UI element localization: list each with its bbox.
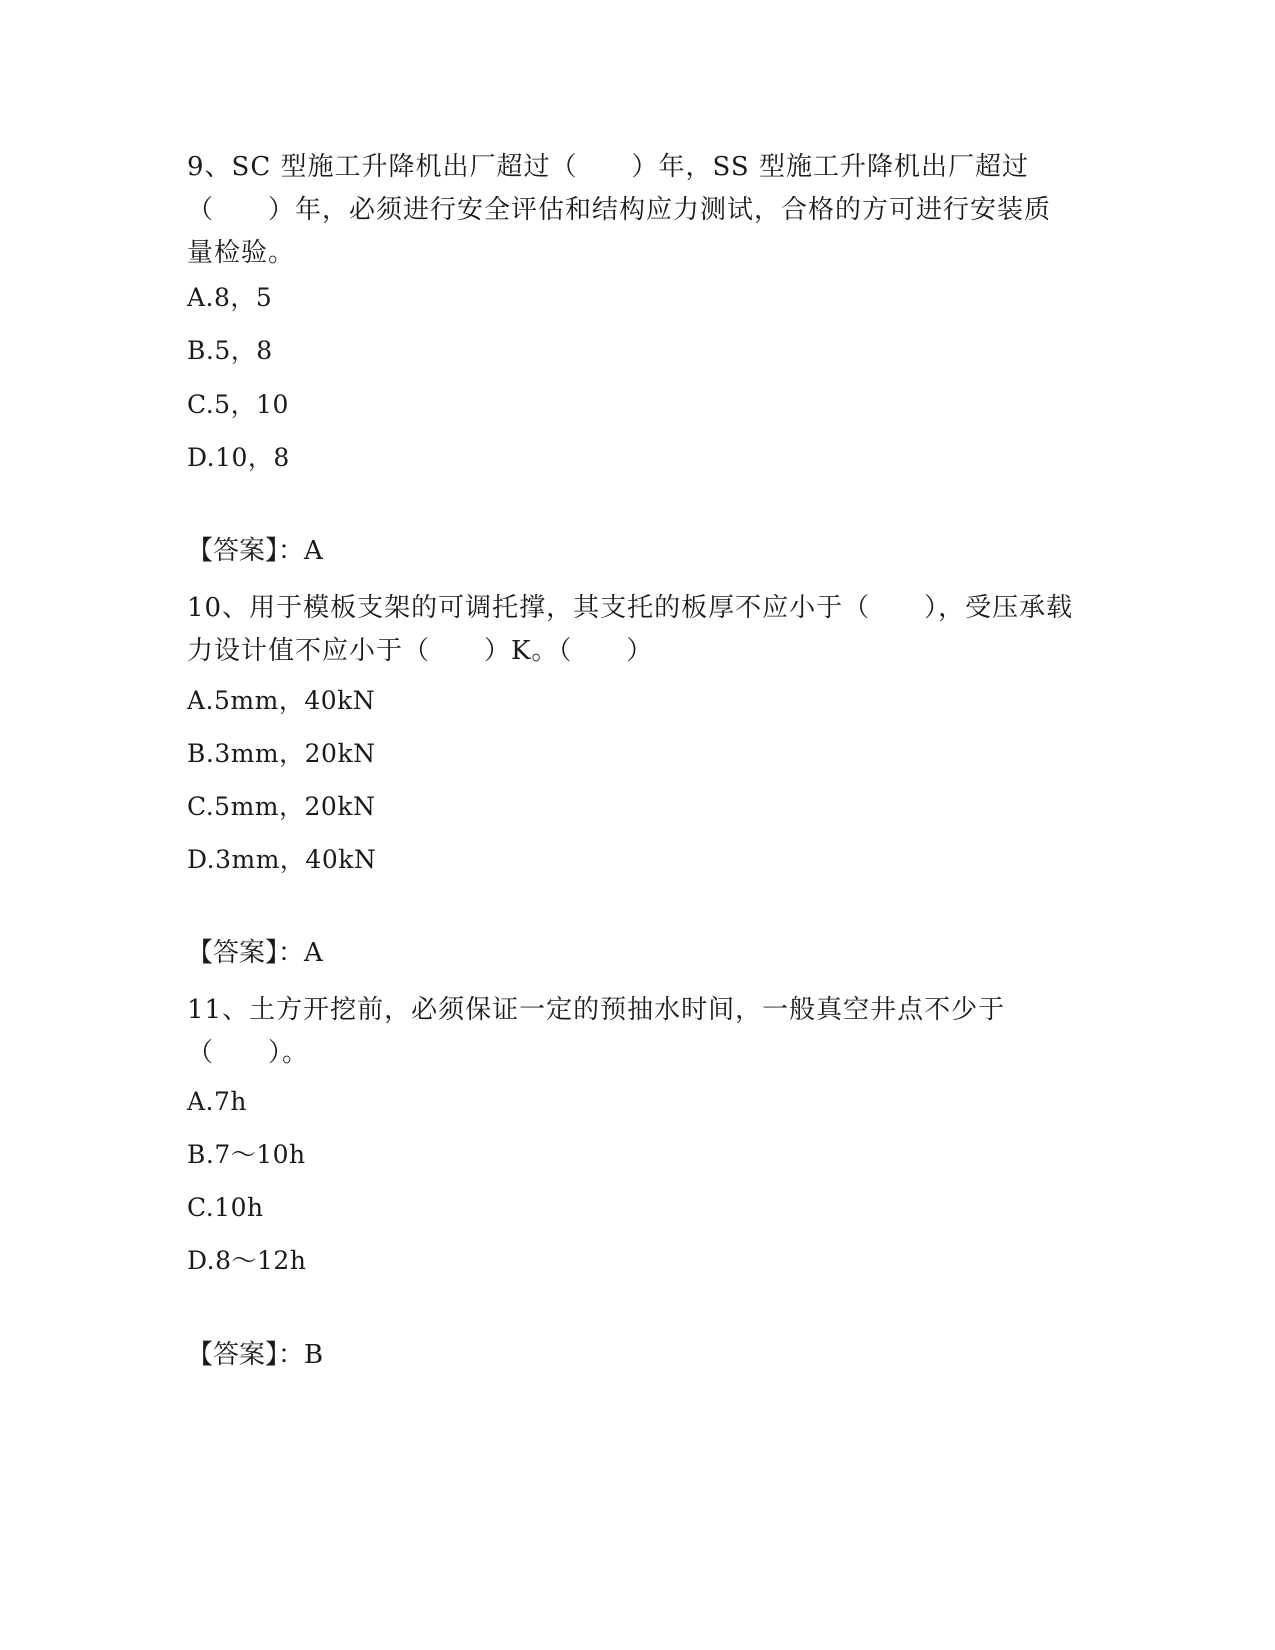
option-a: A.8，5	[187, 283, 273, 312]
option-a: A.5mm，40kN	[187, 686, 376, 715]
option-b: B.3mm，20kN	[187, 739, 376, 768]
option-c: C.5mm，20kN	[187, 792, 376, 821]
question-stem: 9、SC 型施工升降机出厂超过（ ）年，SS 型施工升降机出厂超过（ ）年，必须进行安全评估和结构应力测试，合格的方可进行安装质量检验。	[187, 152, 1052, 268]
option-c: C.10h	[187, 1193, 264, 1222]
question-stem: 10、用于模板支架的可调托撑，其支托的板厚不应小于（ ），受压承载力设计值不应小于（ ）K。（ ）	[187, 593, 1074, 666]
question-stem: 11、土方开挖前，必须保证一定的预抽水时间，一般真空井点不少于（ ）。	[187, 995, 1006, 1068]
option-c: C.5，10	[187, 390, 289, 419]
question-9	[187, 146, 1077, 275]
answer-label: 【答案】：A	[187, 938, 323, 968]
question-11	[187, 989, 1077, 1075]
option-d: D.10，8	[187, 443, 290, 472]
option-b: B.5，8	[187, 336, 273, 365]
answer-label: 【答案】：A	[187, 536, 323, 566]
option-b: B.7～10h	[187, 1140, 306, 1169]
option-a: A.7h	[187, 1087, 248, 1116]
option-d: D.3mm，40kN	[187, 845, 377, 874]
option-d: D.8～12h	[187, 1246, 307, 1275]
question-10	[187, 587, 1077, 673]
answer-label: 【答案】：B	[187, 1340, 324, 1370]
